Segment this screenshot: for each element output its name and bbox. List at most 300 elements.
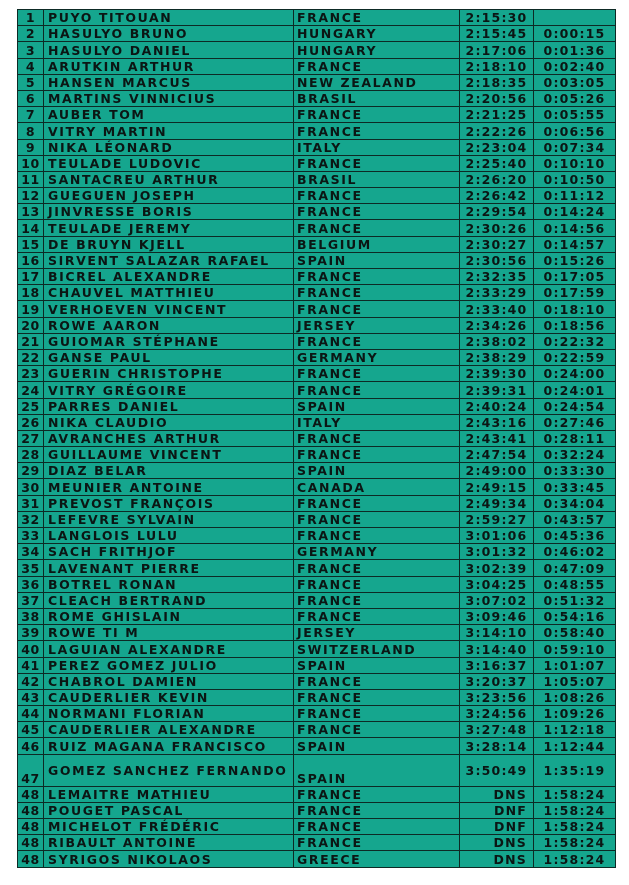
country-cell: FRANCE xyxy=(294,188,460,204)
finish-time-cell: 3:24:56 xyxy=(460,706,534,722)
results-table xyxy=(17,9,616,868)
country-cell: FRANCE xyxy=(294,10,460,26)
rank-cell: 37 xyxy=(18,592,44,608)
time-gap-cell: 1:58:24 xyxy=(534,835,616,851)
table-row xyxy=(18,657,616,673)
table-row xyxy=(18,463,616,479)
finish-time-cell: 2:33:29 xyxy=(460,285,534,301)
finish-time-cell: 2:34:26 xyxy=(460,317,534,333)
rank-cell: 14 xyxy=(18,220,44,236)
athlete-name-cell: SACH FRITHJOF xyxy=(44,544,294,560)
country-cell: SPAIN xyxy=(294,657,460,673)
rank-cell: 2 xyxy=(18,26,44,42)
athlete-name-cell: PUYO TITOUAN xyxy=(44,10,294,26)
athlete-name-cell: ROME GHISLAIN xyxy=(44,608,294,624)
time-gap-cell: 0:58:40 xyxy=(534,625,616,641)
table-row xyxy=(18,90,616,106)
finish-time-cell: 2:23:04 xyxy=(460,139,534,155)
finish-time-cell: 2:33:40 xyxy=(460,301,534,317)
finish-time-cell: 2:22:26 xyxy=(460,123,534,139)
finish-time-cell: 2:20:56 xyxy=(460,90,534,106)
finish-time-cell: 2:18:10 xyxy=(460,58,534,74)
rank-cell: 28 xyxy=(18,447,44,463)
table-row xyxy=(18,236,616,252)
finish-time-cell: 3:16:37 xyxy=(460,657,534,673)
athlete-name-cell: CHAUVEL MATTHIEU xyxy=(44,285,294,301)
rank-cell: 38 xyxy=(18,608,44,624)
rank-cell: 30 xyxy=(18,479,44,495)
table-row xyxy=(18,851,616,867)
table-row xyxy=(18,317,616,333)
athlete-name-cell: VERHOEVEN VINCENT xyxy=(44,301,294,317)
athlete-name-cell: LEMAITRE MATHIEU xyxy=(44,786,294,802)
time-gap-cell: 0:33:30 xyxy=(534,463,616,479)
time-gap-cell: 0:06:56 xyxy=(534,123,616,139)
athlete-name-cell: GUEGUEN JOSEPH xyxy=(44,188,294,204)
athlete-name-cell: BOTREL RONAN xyxy=(44,576,294,592)
country-cell: FRANCE xyxy=(294,722,460,738)
table-row xyxy=(18,285,616,301)
athlete-name-cell: GUILLAUME VINCENT xyxy=(44,447,294,463)
rank-cell: 46 xyxy=(18,738,44,754)
finish-time-cell: 2:26:42 xyxy=(460,188,534,204)
country-cell: JERSEY xyxy=(294,317,460,333)
table-row xyxy=(18,511,616,527)
athlete-name-cell: NIKA CLAUDIO xyxy=(44,414,294,430)
rank-cell: 9 xyxy=(18,139,44,155)
country-cell: SWITZERLAND xyxy=(294,641,460,657)
country-cell: FRANCE xyxy=(294,576,460,592)
rank-cell: 3 xyxy=(18,42,44,58)
table-row xyxy=(18,802,616,818)
finish-time-cell: 3:01:32 xyxy=(460,544,534,560)
time-gap-cell: 0:03:05 xyxy=(534,74,616,90)
athlete-name-cell: MEUNIER ANTOINE xyxy=(44,479,294,495)
country-cell: JERSEY xyxy=(294,625,460,641)
athlete-name-cell: LEFEVRE SYLVAIN xyxy=(44,511,294,527)
finish-time-cell: 2:26:20 xyxy=(460,171,534,187)
finish-time-cell: 3:14:40 xyxy=(460,641,534,657)
table-row xyxy=(18,139,616,155)
rank-cell: 24 xyxy=(18,382,44,398)
country-cell: FRANCE xyxy=(294,430,460,446)
athlete-name-cell: SIRVENT SALAZAR RAFAEL xyxy=(44,252,294,268)
country-cell: ITALY xyxy=(294,414,460,430)
country-cell: FRANCE xyxy=(294,511,460,527)
rank-cell: 6 xyxy=(18,90,44,106)
finish-time-cell: 2:30:56 xyxy=(460,252,534,268)
table-row xyxy=(18,673,616,689)
table-row xyxy=(18,447,616,463)
time-gap-cell: 0:46:02 xyxy=(534,544,616,560)
time-gap-cell: 0:59:10 xyxy=(534,641,616,657)
time-gap-cell: 0:43:57 xyxy=(534,511,616,527)
finish-time-cell: 2:39:31 xyxy=(460,382,534,398)
finish-time-cell: DNF xyxy=(460,819,534,835)
table-row xyxy=(18,576,616,592)
country-cell: SPAIN xyxy=(294,463,460,479)
rank-cell: 42 xyxy=(18,673,44,689)
time-gap-cell: 0:28:11 xyxy=(534,430,616,446)
time-gap-cell: 1:58:24 xyxy=(534,802,616,818)
table-row xyxy=(18,349,616,365)
time-gap-cell: 0:01:36 xyxy=(534,42,616,58)
time-gap-cell: 0:00:15 xyxy=(534,26,616,42)
athlete-name-cell: HASULYO DANIEL xyxy=(44,42,294,58)
time-gap-cell: 0:34:04 xyxy=(534,495,616,511)
time-gap-cell: 0:22:32 xyxy=(534,333,616,349)
table-row xyxy=(18,430,616,446)
rank-cell: 35 xyxy=(18,560,44,576)
rank-cell: 5 xyxy=(18,74,44,90)
rank-cell: 10 xyxy=(18,155,44,171)
finish-time-cell: 2:18:35 xyxy=(460,74,534,90)
table-row xyxy=(18,301,616,317)
time-gap-cell: 0:07:34 xyxy=(534,139,616,155)
athlete-name-cell: GANSE PAUL xyxy=(44,349,294,365)
rank-cell: 33 xyxy=(18,528,44,544)
rank-cell: 25 xyxy=(18,398,44,414)
rank-cell: 48 xyxy=(18,786,44,802)
rank-cell: 11 xyxy=(18,171,44,187)
time-gap-cell: 0:05:26 xyxy=(534,90,616,106)
rank-cell: 12 xyxy=(18,188,44,204)
time-gap-cell: 1:58:24 xyxy=(534,786,616,802)
time-gap-cell: 0:51:32 xyxy=(534,592,616,608)
country-cell: FRANCE xyxy=(294,366,460,382)
time-gap-cell: 1:35:19 xyxy=(534,754,616,786)
country-cell: FRANCE xyxy=(294,689,460,705)
time-gap-cell: 0:02:40 xyxy=(534,58,616,74)
table-row xyxy=(18,107,616,123)
time-gap-cell: 0:24:54 xyxy=(534,398,616,414)
country-cell: ITALY xyxy=(294,139,460,155)
rank-cell: 23 xyxy=(18,366,44,382)
finish-time-cell: 2:38:29 xyxy=(460,349,534,365)
athlete-name-cell: GUIOMAR STÉPHANE xyxy=(44,333,294,349)
time-gap-cell: 1:09:26 xyxy=(534,706,616,722)
finish-time-cell: 3:20:37 xyxy=(460,673,534,689)
time-gap-cell: 0:05:55 xyxy=(534,107,616,123)
country-cell: FRANCE xyxy=(294,835,460,851)
athlete-name-cell: GOMEZ SANCHEZ FERNANDO xyxy=(44,754,294,786)
athlete-name-cell: VITRY MARTIN xyxy=(44,123,294,139)
time-gap-cell: 0:11:12 xyxy=(534,188,616,204)
results-body xyxy=(18,10,616,868)
rank-cell: 7 xyxy=(18,107,44,123)
rank-cell: 22 xyxy=(18,349,44,365)
rank-cell: 8 xyxy=(18,123,44,139)
table-row xyxy=(18,252,616,268)
time-gap-cell: 1:58:24 xyxy=(534,851,616,867)
rank-cell: 47 xyxy=(18,754,44,786)
country-cell: FRANCE xyxy=(294,673,460,689)
finish-time-cell: 3:02:39 xyxy=(460,560,534,576)
table-row xyxy=(18,123,616,139)
table-row xyxy=(18,754,616,786)
country-cell: SPAIN xyxy=(294,738,460,754)
time-gap-cell: 0:17:59 xyxy=(534,285,616,301)
finish-time-cell: 2:25:40 xyxy=(460,155,534,171)
time-gap-cell: 1:58:24 xyxy=(534,819,616,835)
table-row xyxy=(18,706,616,722)
athlete-name-cell: LANGLOIS LULU xyxy=(44,528,294,544)
finish-time-cell: 2:49:15 xyxy=(460,479,534,495)
rank-cell: 18 xyxy=(18,285,44,301)
athlete-name-cell: ROWE TI M xyxy=(44,625,294,641)
finish-time-cell: 2:15:30 xyxy=(460,10,534,26)
time-gap-cell: 0:32:24 xyxy=(534,447,616,463)
rank-cell: 27 xyxy=(18,430,44,446)
rank-cell: 48 xyxy=(18,802,44,818)
time-gap-cell: 0:15:26 xyxy=(534,252,616,268)
time-gap-cell: 1:08:26 xyxy=(534,689,616,705)
athlete-name-cell: NORMANI FLORIAN xyxy=(44,706,294,722)
table-row xyxy=(18,58,616,74)
rank-cell: 13 xyxy=(18,204,44,220)
athlete-name-cell: POUGET PASCAL xyxy=(44,802,294,818)
time-gap-cell: 1:12:44 xyxy=(534,738,616,754)
rank-cell: 44 xyxy=(18,706,44,722)
rank-cell: 40 xyxy=(18,641,44,657)
country-cell: NEW ZEALAND xyxy=(294,74,460,90)
athlete-name-cell: MICHELOT FRÉDÉRIC xyxy=(44,819,294,835)
rank-cell: 31 xyxy=(18,495,44,511)
athlete-name-cell: RIBAULT ANTOINE xyxy=(44,835,294,851)
rank-cell: 45 xyxy=(18,722,44,738)
athlete-name-cell: CAUDERLIER ALEXANDRE xyxy=(44,722,294,738)
rank-cell: 48 xyxy=(18,835,44,851)
time-gap-cell: 0:48:55 xyxy=(534,576,616,592)
time-gap-cell: 0:14:57 xyxy=(534,236,616,252)
finish-time-cell: 3:23:56 xyxy=(460,689,534,705)
table-row xyxy=(18,786,616,802)
athlete-name-cell: LAVENANT PIERRE xyxy=(44,560,294,576)
time-gap-cell: 0:47:09 xyxy=(534,560,616,576)
country-cell: FRANCE xyxy=(294,204,460,220)
athlete-name-cell: HANSEN MARCUS xyxy=(44,74,294,90)
rank-cell: 1 xyxy=(18,10,44,26)
time-gap-cell: 0:14:24 xyxy=(534,204,616,220)
finish-time-cell: 2:47:54 xyxy=(460,447,534,463)
rank-cell: 36 xyxy=(18,576,44,592)
table-row xyxy=(18,269,616,285)
table-row xyxy=(18,366,616,382)
finish-time-cell: 2:17:06 xyxy=(460,42,534,58)
table-row xyxy=(18,544,616,560)
country-cell: FRANCE xyxy=(294,528,460,544)
athlete-name-cell: CLEACH BERTRAND xyxy=(44,592,294,608)
athlete-name-cell: DIAZ BELAR xyxy=(44,463,294,479)
table-row xyxy=(18,333,616,349)
table-row xyxy=(18,819,616,835)
finish-time-cell: 2:21:25 xyxy=(460,107,534,123)
country-cell: HUNGARY xyxy=(294,26,460,42)
country-cell: FRANCE xyxy=(294,495,460,511)
rank-cell: 21 xyxy=(18,333,44,349)
finish-time-cell: 2:15:45 xyxy=(460,26,534,42)
rank-cell: 29 xyxy=(18,463,44,479)
athlete-name-cell: DE BRUYN KJELL xyxy=(44,236,294,252)
rank-cell: 39 xyxy=(18,625,44,641)
table-row xyxy=(18,560,616,576)
rank-cell: 4 xyxy=(18,58,44,74)
athlete-name-cell: VITRY GRÉGOIRE xyxy=(44,382,294,398)
table-row xyxy=(18,382,616,398)
finish-time-cell: 3:14:10 xyxy=(460,625,534,641)
country-cell: GERMANY xyxy=(294,349,460,365)
rank-cell: 20 xyxy=(18,317,44,333)
country-cell: FRANCE xyxy=(294,269,460,285)
table-row xyxy=(18,625,616,641)
table-row xyxy=(18,608,616,624)
finish-time-cell: 2:59:27 xyxy=(460,511,534,527)
table-row xyxy=(18,479,616,495)
rank-cell: 26 xyxy=(18,414,44,430)
country-cell: GREECE xyxy=(294,851,460,867)
finish-time-cell: DNF xyxy=(460,802,534,818)
time-gap-cell: 0:45:36 xyxy=(534,528,616,544)
athlete-name-cell: BICREL ALEXANDRE xyxy=(44,269,294,285)
table-row xyxy=(18,74,616,90)
table-row xyxy=(18,204,616,220)
country-cell: FRANCE xyxy=(294,285,460,301)
table-row xyxy=(18,155,616,171)
country-cell: SPAIN xyxy=(294,398,460,414)
table-row xyxy=(18,171,616,187)
table-row xyxy=(18,528,616,544)
athlete-name-cell: NIKA LÉONARD xyxy=(44,139,294,155)
rank-cell: 16 xyxy=(18,252,44,268)
athlete-name-cell: JINVRESSE BORIS xyxy=(44,204,294,220)
country-cell: FRANCE xyxy=(294,58,460,74)
athlete-name-cell: CAUDERLIER KEVIN xyxy=(44,689,294,705)
time-gap-cell xyxy=(534,10,616,26)
rank-cell: 32 xyxy=(18,511,44,527)
athlete-name-cell: TEULADE LUDOVIC xyxy=(44,155,294,171)
rank-cell: 19 xyxy=(18,301,44,317)
finish-time-cell: 2:49:34 xyxy=(460,495,534,511)
country-cell: FRANCE xyxy=(294,706,460,722)
rank-cell: 15 xyxy=(18,236,44,252)
rank-cell: 34 xyxy=(18,544,44,560)
finish-time-cell: 3:04:25 xyxy=(460,576,534,592)
finish-time-cell: 2:43:16 xyxy=(460,414,534,430)
country-cell: FRANCE xyxy=(294,107,460,123)
country-cell: GERMANY xyxy=(294,544,460,560)
country-cell: FRANCE xyxy=(294,560,460,576)
table-row xyxy=(18,495,616,511)
table-row xyxy=(18,689,616,705)
finish-time-cell: 2:49:00 xyxy=(460,463,534,479)
finish-time-cell: 2:39:30 xyxy=(460,366,534,382)
finish-time-cell: 2:38:02 xyxy=(460,333,534,349)
time-gap-cell: 0:17:05 xyxy=(534,269,616,285)
athlete-name-cell: LAGUIAN ALEXANDRE xyxy=(44,641,294,657)
country-cell: FRANCE xyxy=(294,155,460,171)
country-cell: FRANCE xyxy=(294,592,460,608)
finish-time-cell: 3:07:02 xyxy=(460,592,534,608)
country-cell: FRANCE xyxy=(294,819,460,835)
finish-time-cell: 2:29:54 xyxy=(460,204,534,220)
athlete-name-cell: SANTACREU ARTHUR xyxy=(44,171,294,187)
finish-time-cell: 2:30:26 xyxy=(460,220,534,236)
rank-cell: 17 xyxy=(18,269,44,285)
table-row xyxy=(18,10,616,26)
time-gap-cell: 0:10:10 xyxy=(534,155,616,171)
rank-cell: 48 xyxy=(18,851,44,867)
country-cell: SPAIN xyxy=(294,754,460,786)
country-cell: FRANCE xyxy=(294,220,460,236)
time-gap-cell: 0:27:46 xyxy=(534,414,616,430)
table-row xyxy=(18,188,616,204)
time-gap-cell: 0:54:16 xyxy=(534,608,616,624)
athlete-name-cell: PREVOST FRANÇOIS xyxy=(44,495,294,511)
athlete-name-cell: ROWE AARON xyxy=(44,317,294,333)
athlete-name-cell: PARRES DANIEL xyxy=(44,398,294,414)
finish-time-cell: DNS xyxy=(460,851,534,867)
time-gap-cell: 0:22:59 xyxy=(534,349,616,365)
time-gap-cell: 0:14:56 xyxy=(534,220,616,236)
time-gap-cell: 0:18:56 xyxy=(534,317,616,333)
table-row xyxy=(18,220,616,236)
finish-time-cell: 2:30:27 xyxy=(460,236,534,252)
athlete-name-cell: CHABROL DAMIEN xyxy=(44,673,294,689)
country-cell: BRASIL xyxy=(294,171,460,187)
table-row xyxy=(18,42,616,58)
country-cell: FRANCE xyxy=(294,802,460,818)
table-row xyxy=(18,835,616,851)
finish-time-cell: DNS xyxy=(460,835,534,851)
finish-time-cell: 3:09:46 xyxy=(460,608,534,624)
country-cell: BRASIL xyxy=(294,90,460,106)
country-cell: FRANCE xyxy=(294,786,460,802)
athlete-name-cell: GUERIN CHRISTOPHE xyxy=(44,366,294,382)
athlete-name-cell: ARUTKIN ARTHUR xyxy=(44,58,294,74)
time-gap-cell: 0:10:50 xyxy=(534,171,616,187)
athlete-name-cell: AVRANCHES ARTHUR xyxy=(44,430,294,446)
athlete-name-cell: TEULADE JEREMY xyxy=(44,220,294,236)
country-cell: FRANCE xyxy=(294,382,460,398)
finish-time-cell: 3:27:48 xyxy=(460,722,534,738)
athlete-name-cell: RUIZ MAGANA FRANCISCO xyxy=(44,738,294,754)
athlete-name-cell: HASULYO BRUNO xyxy=(44,26,294,42)
table-row xyxy=(18,722,616,738)
country-cell: FRANCE xyxy=(294,123,460,139)
time-gap-cell: 1:01:07 xyxy=(534,657,616,673)
finish-time-cell: 3:50:49 xyxy=(460,754,534,786)
table-row xyxy=(18,398,616,414)
country-cell: SPAIN xyxy=(294,252,460,268)
time-gap-cell: 0:33:45 xyxy=(534,479,616,495)
table-row xyxy=(18,592,616,608)
finish-time-cell: DNS xyxy=(460,786,534,802)
country-cell: BELGIUM xyxy=(294,236,460,252)
finish-time-cell: 2:32:35 xyxy=(460,269,534,285)
finish-time-cell: 2:43:41 xyxy=(460,430,534,446)
time-gap-cell: 1:12:18 xyxy=(534,722,616,738)
finish-time-cell: 2:40:24 xyxy=(460,398,534,414)
time-gap-cell: 0:24:00 xyxy=(534,366,616,382)
rank-cell: 48 xyxy=(18,819,44,835)
athlete-name-cell: SYRIGOS NIKOLAOS xyxy=(44,851,294,867)
athlete-name-cell: PEREZ GOMEZ JULIO xyxy=(44,657,294,673)
table-row xyxy=(18,414,616,430)
country-cell: HUNGARY xyxy=(294,42,460,58)
finish-time-cell: 3:01:06 xyxy=(460,528,534,544)
country-cell: FRANCE xyxy=(294,608,460,624)
table-row xyxy=(18,26,616,42)
